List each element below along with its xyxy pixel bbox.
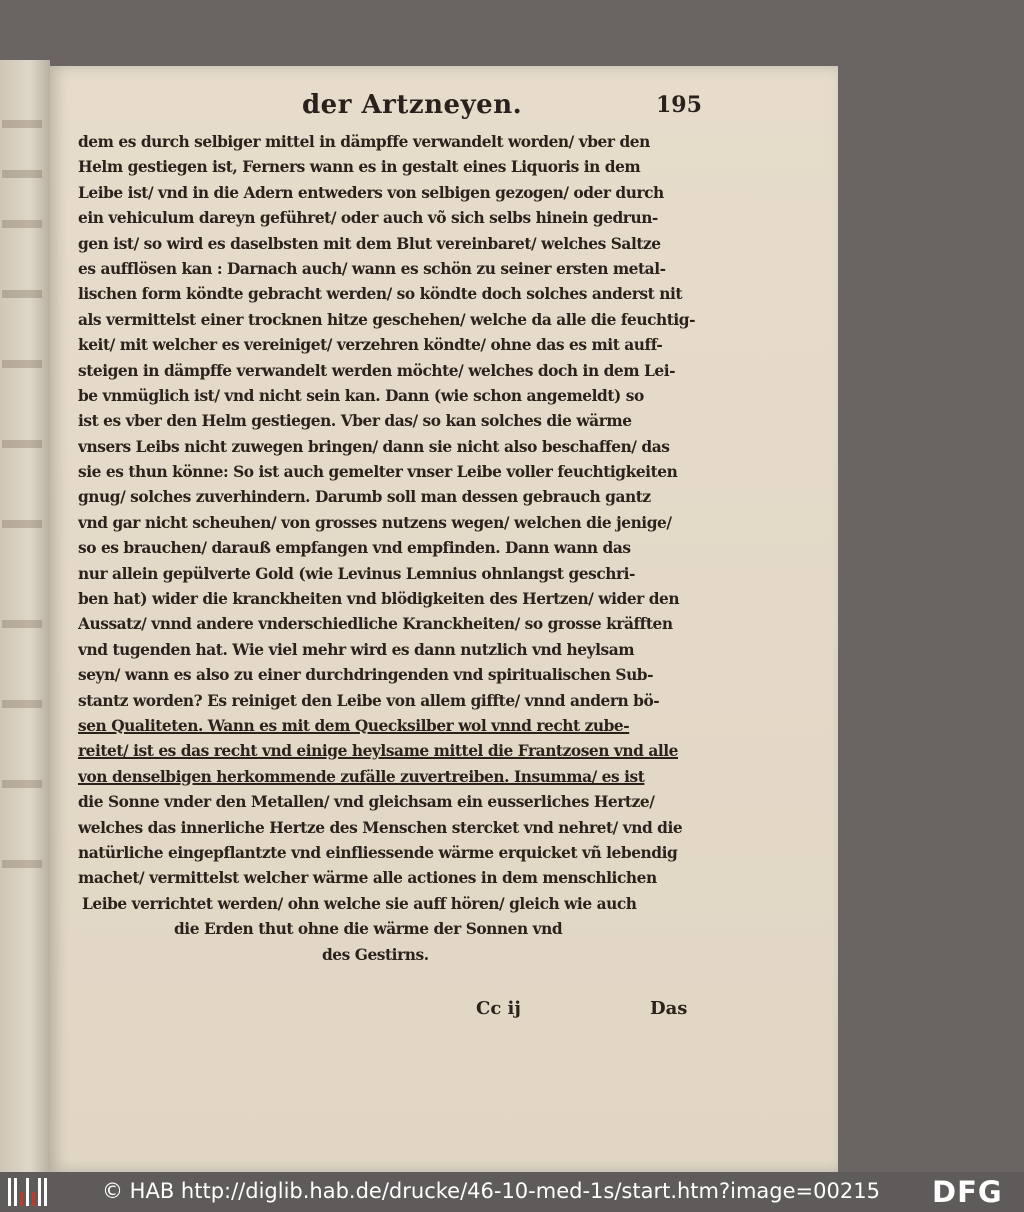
text-line: Leibe ist/ vnd in die Adern entweders von selbigen gezogen/ oder durch: [78, 183, 664, 202]
text-line: seyn/ wann es also zu einer durchdringenden vnd spiritualischen Sub-: [78, 666, 654, 685]
text-line: lischen form köndte gebracht werden/ so köndte doch solches anderst nit: [78, 285, 683, 304]
text-line: ist es vber den Helm gestiegen. Vber das/ so kan solches die wärme: [78, 412, 632, 431]
page-number: 195: [656, 92, 702, 118]
book-page: [50, 66, 838, 1172]
credit-link[interactable]: © HAB http://diglib.hab.de/drucke/46-10-med-1s/start.htm?image=00215: [102, 1179, 880, 1203]
previous-page-edge: [0, 60, 50, 1172]
text-line-underlined: sen Qualiteten. Wann es mit dem Quecksilber wol vnnd recht zube-: [78, 716, 630, 735]
text-line-underlined: von denselbigen herkommende zufälle zuvertreiben. Insumma/ es ist: [78, 767, 645, 786]
text-line: ein vehiculum dareyn geführet/ oder auch võ sich selbs hinein gedrun-: [78, 209, 658, 228]
hab-logo-icon: [8, 1178, 48, 1206]
signature-mark: Cc ij: [476, 998, 521, 1019]
text-line: vnsers Leibs nicht zuwegen bringen/ dann sie nicht also beschaffen/ das: [78, 437, 670, 456]
text-line: gen ist/ so wird es daselbsten mit dem Blut vereinbaret/ welches Saltze: [78, 234, 661, 253]
text-line: keit/ mit welcher es vereiniget/ verzehren köndte/ ohne das es mit auff-: [78, 336, 663, 355]
text-line-underlined: reitet/ ist es das recht vnd einige heylsame mittel die Frantzosen vnd alle: [78, 742, 679, 761]
text-line: Aussatz/ vnnd andere vnderschiedliche Kranckheiten/ so grosse kräfften: [78, 615, 673, 634]
text-line: steigen in dämpffe verwandelt werden möchte/ welches doch in dem Lei-: [78, 361, 676, 380]
text-line: als vermittelst einer trocknen hitze geschehen/ welche da alle die feuchtig-: [78, 310, 696, 329]
footer-bar: [0, 1172, 1024, 1212]
text-line: Leibe verrichtet werden/ ohn welche sie auff hören/ gleich wie auch: [82, 894, 637, 913]
text-line: nur allein gepülverte Gold (wie Levinus Lemnius ohnlangst geschri-: [78, 564, 635, 583]
text-line: so es brauchen/ darauß empfangen vnd empfinden. Dann wann das: [78, 539, 631, 558]
running-head: der Artzneyen.: [302, 90, 523, 120]
text-line: die Sonne vnder den Metallen/ vnd gleichsam ein eusserliches Hertze/: [78, 793, 655, 812]
dfg-logo: DFG: [932, 1175, 1003, 1209]
text-line: gnug/ solches zuverhindern. Darumb soll man dessen gebrauch gantz: [78, 488, 651, 507]
text-line: Helm gestiegen ist, Ferners wann es in gestalt eines Liquoris in dem: [78, 158, 641, 177]
page-header: [50, 90, 838, 128]
text-line: dem es durch selbiger mittel in dämpffe verwandelt worden/ vber den: [78, 133, 650, 151]
text-line: es aufflösen kan : Darnach auch/ wann es schön zu seiner ersten metal-: [78, 259, 666, 278]
text-line: ben hat) wider die kranckheiten vnd blödigkeiten des Hertzen/ wider den: [78, 590, 680, 609]
text-line: vnd gar nicht scheuhen/ von grosses nutzens wegen/ welchen die jenige/: [78, 513, 672, 532]
text-line: be vnmüglich ist/ vnd nicht sein kan. Dann (wie schon angemeldt) so: [78, 386, 644, 405]
body-text: [78, 130, 718, 968]
text-line: machet/ vermittelst welcher wärme alle actiones in dem menschlichen: [78, 869, 657, 888]
text-line: die Erden thut ohne die wärme der Sonnen vnd: [174, 920, 563, 939]
text-line: natürliche eingepflantzte vnd einfliessende wärme erquicket vñ lebendig: [78, 843, 678, 862]
text-line: vnd tugenden hat. Wie viel mehr wird es dann nutzlich vnd heylsam: [78, 640, 635, 659]
text-line: des Gestirns.: [322, 945, 429, 964]
text-line: sie es thun könne: So ist auch gemelter vnser Leibe voller feuchtigkeiten: [78, 463, 678, 482]
catchword: Das: [650, 998, 688, 1019]
text-line: welches das innerliche Hertze des Menschen stercket vnd nehret/ vnd die: [78, 818, 683, 837]
text-line: stantz worden? Es reiniget den Leibe von allem giffte/ vnnd andern bö-: [78, 691, 660, 710]
